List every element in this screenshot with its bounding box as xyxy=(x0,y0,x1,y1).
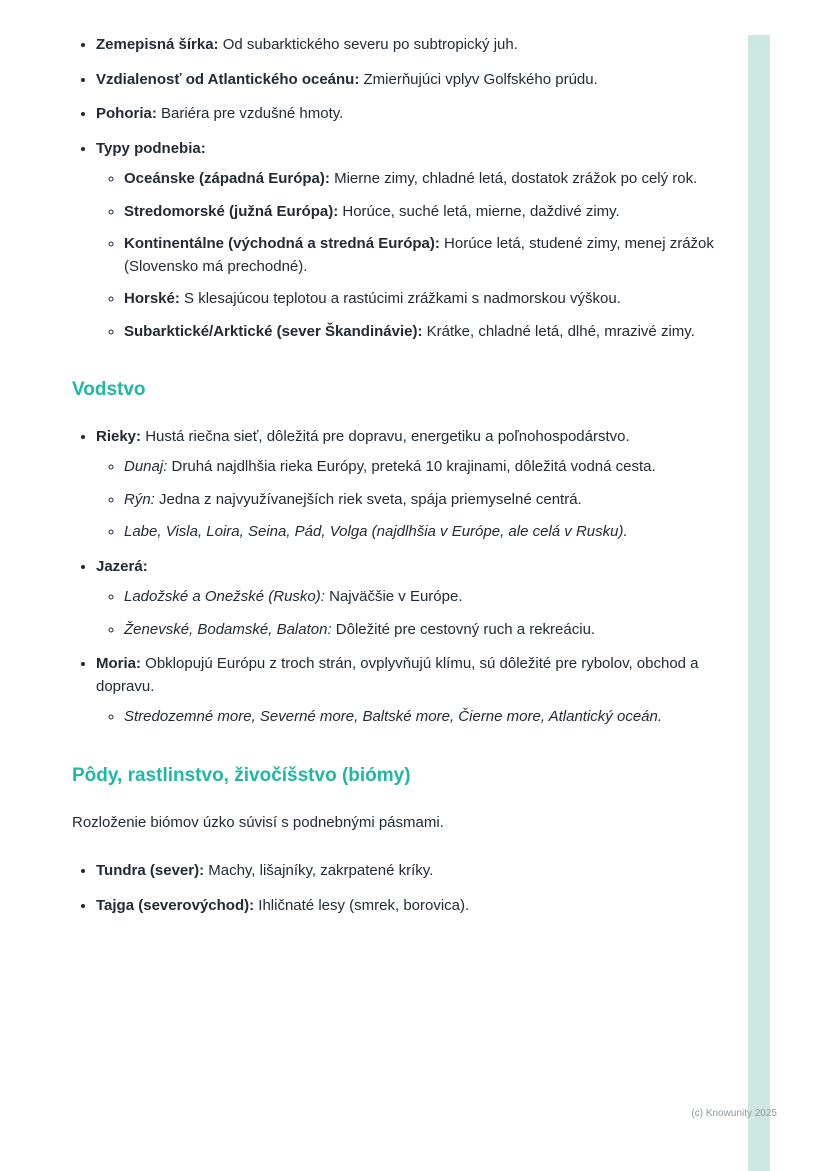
side-accent-bar xyxy=(748,35,770,1171)
item-text: Zmierňujúci vplyv Golfského prúdu. xyxy=(359,70,598,88)
item-text: Ihličnaté lesy (smrek, borovica). xyxy=(254,896,470,914)
item-lead: Stredozemné more, Severné more, Baltské more, Čierne more, Atlantický oceán. xyxy=(124,708,663,726)
list-item xyxy=(96,895,722,918)
list-item xyxy=(124,201,722,224)
list-item xyxy=(96,556,722,642)
item-text: Krátke, chladné letá, dlhé, mrazivé zimy. xyxy=(422,322,695,340)
climate-types-list xyxy=(96,168,722,343)
item-text: Horúce letá, studené zimy, menej zrážok (Slovensko má prechodné). xyxy=(124,235,714,275)
list-item xyxy=(124,321,722,344)
item-lead: Labe, Visla, Loira, Seina, Pád, Volga (najdlhšia v Európe, ale celá v Rusku). xyxy=(124,523,628,541)
vodstvo-list xyxy=(72,426,722,729)
item-lead: Rieky: xyxy=(96,427,142,445)
item-lead: Zemepisná šírka: xyxy=(96,36,219,53)
section-heading-vodstvo: Vodstvo xyxy=(72,379,146,400)
moria-sublist xyxy=(96,706,722,729)
list-item xyxy=(124,586,722,609)
jazera-sublist xyxy=(96,586,722,641)
list-item xyxy=(124,521,722,544)
item-lead: Subarktické/Arktické (sever Škandinávie): xyxy=(124,322,423,340)
list-item xyxy=(124,706,722,729)
item-lead: Jazerá: xyxy=(96,557,148,575)
item-text: S klesajúcou teplotou a rastúcimi zrážkami s nadmorskou výškou. xyxy=(179,290,621,307)
item-lead: Typy podnebia: xyxy=(96,139,206,157)
list-item xyxy=(96,653,722,729)
item-lead: Moria: xyxy=(96,655,141,673)
item-text: Horúce, suché letá, mierne, daždivé zimy. xyxy=(338,202,620,220)
document-content xyxy=(72,34,722,929)
item-lead: Dunaj: xyxy=(124,458,168,476)
item-lead: Oceánske (západná Európa): xyxy=(124,170,330,187)
item-lead: Stredomorské (južná Európa): xyxy=(124,202,339,220)
list-item xyxy=(124,619,722,642)
item-lead: Tundra (sever): xyxy=(96,862,205,880)
item-text: Od subarktického severu po subtropický juh. xyxy=(218,36,518,53)
item-lead: Tajga (severovýchod): xyxy=(96,896,255,914)
list-item xyxy=(96,138,722,344)
item-lead: Ladožské a Onežské (Rusko): xyxy=(124,588,325,606)
item-text: Hustá riečna sieť, dôležitá pre dopravu, energetiku a poľnohospodárstvo. xyxy=(141,427,630,445)
item-lead: Kontinentálne (východná a stredná Európa): xyxy=(124,235,440,252)
item-text: Obklopujú Európu z troch strán, ovplyvňujú klímu, sú dôležité pre rybolov, obchod a dopravu. xyxy=(96,655,699,695)
rieky-sublist xyxy=(96,456,722,544)
list-item xyxy=(96,69,722,92)
list-item xyxy=(124,489,722,512)
copyright-note: (c) Knowunity 2025 xyxy=(691,1108,777,1119)
list-item xyxy=(96,860,722,883)
list-item xyxy=(124,456,722,479)
list-item xyxy=(96,34,722,57)
climate-factors-list xyxy=(72,34,722,343)
biomy-intro-paragraph: Rozloženie biómov úzko súvisí s podnebnými pásmami. xyxy=(72,813,444,831)
item-text: Bariéra pre vzdušné hmoty. xyxy=(156,105,344,122)
item-text: Dôležité pre cestovný ruch a rekreáciu. xyxy=(331,620,596,638)
biomy-list xyxy=(72,860,722,917)
list-item xyxy=(96,426,722,544)
item-lead: Rýn: xyxy=(124,490,155,508)
item-lead: Ženevské, Bodamské, Balaton: xyxy=(124,620,332,638)
item-lead: Horské: xyxy=(124,290,180,307)
list-item xyxy=(124,168,722,191)
item-text: Mierne zimy, chladné letá, dostatok zrážok po celý rok. xyxy=(329,170,698,187)
item-text: Najväčšie v Európe. xyxy=(324,588,463,606)
item-text: Jedna z najvyužívanejších riek sveta, spája priemyselné centrá. xyxy=(154,490,582,508)
list-item xyxy=(124,233,722,278)
item-text: Druhá najdlhšia rieka Európy, preteká 10 krajinami, dôležitá vodná cesta. xyxy=(167,458,656,476)
list-item xyxy=(124,288,722,311)
list-item xyxy=(96,103,722,126)
section-heading-biomy: Pôdy, rastlinstvo, živočíšstvo (biómy) xyxy=(72,764,411,786)
item-text: Machy, lišajníky, zakrpatené kríky. xyxy=(204,862,434,880)
item-lead: Vzdialenosť od Atlantického oceánu: xyxy=(96,70,360,88)
item-lead: Pohoria: xyxy=(96,105,157,122)
